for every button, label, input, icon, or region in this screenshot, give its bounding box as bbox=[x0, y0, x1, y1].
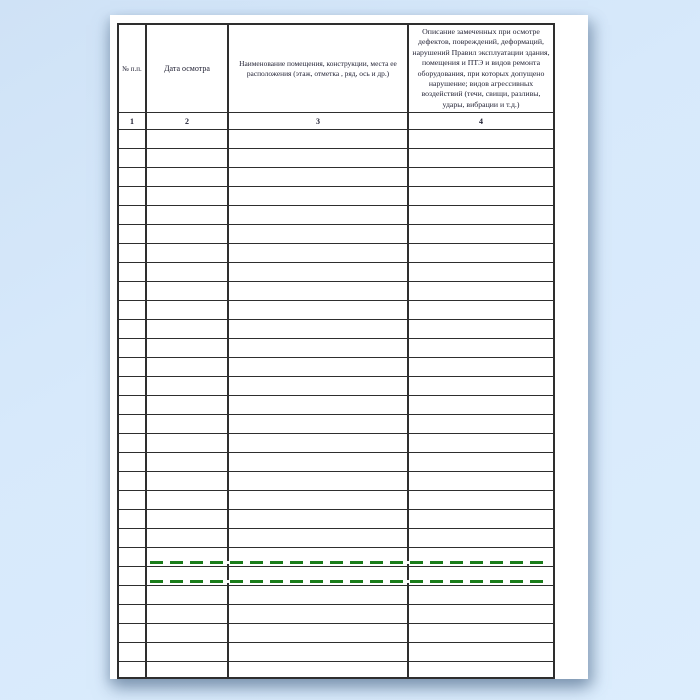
table-row bbox=[118, 282, 554, 301]
column-number-4: 4 bbox=[408, 113, 554, 130]
column-number-3: 3 bbox=[228, 113, 408, 130]
empty-cell bbox=[146, 605, 228, 624]
empty-cell bbox=[146, 434, 228, 453]
empty-cell bbox=[228, 320, 408, 339]
table-row bbox=[118, 605, 554, 624]
table-row bbox=[118, 662, 554, 678]
empty-cell bbox=[408, 263, 554, 282]
table-row bbox=[118, 434, 554, 453]
table-row bbox=[118, 415, 554, 434]
empty-cell bbox=[228, 396, 408, 415]
column-header-defects-description: Описание замеченных при осмотре дефектов, повреждений, деформаций, нарушений Правил эксплуатации здания, помещения и ПТЭ и видов ремонта оборудования, при которых допущено нарушение; видов агрессивных воздействий (течи, свищи, разливы, удары, вибрации и т.д.) bbox=[408, 24, 554, 113]
empty-cell bbox=[408, 605, 554, 624]
empty-cell bbox=[118, 567, 146, 586]
empty-cell bbox=[118, 529, 146, 548]
empty-cell bbox=[408, 472, 554, 491]
table-row bbox=[118, 130, 554, 149]
empty-cell bbox=[118, 244, 146, 263]
empty-cell bbox=[118, 605, 146, 624]
empty-cell bbox=[228, 415, 408, 434]
table-row bbox=[118, 187, 554, 206]
empty-cell bbox=[228, 339, 408, 358]
empty-cell bbox=[146, 149, 228, 168]
empty-cell bbox=[408, 643, 554, 662]
empty-cell bbox=[118, 624, 146, 643]
empty-cell bbox=[228, 377, 408, 396]
empty-cell bbox=[408, 244, 554, 263]
column-number-1: 1 bbox=[118, 113, 146, 130]
empty-cell bbox=[118, 130, 146, 149]
empty-cell bbox=[408, 491, 554, 510]
empty-cell bbox=[146, 301, 228, 320]
empty-cell bbox=[118, 415, 146, 434]
document-page bbox=[110, 15, 588, 679]
empty-cell bbox=[118, 320, 146, 339]
empty-cell bbox=[146, 130, 228, 149]
table-row bbox=[118, 529, 554, 548]
empty-cell bbox=[408, 396, 554, 415]
empty-cell bbox=[228, 168, 408, 187]
table-row bbox=[118, 206, 554, 225]
empty-cell bbox=[408, 320, 554, 339]
empty-cell bbox=[118, 358, 146, 377]
empty-cell bbox=[146, 244, 228, 263]
empty-cell bbox=[408, 529, 554, 548]
empty-cell bbox=[228, 206, 408, 225]
green-dashed-mark-1 bbox=[150, 561, 547, 564]
empty-cell bbox=[146, 168, 228, 187]
empty-cell bbox=[146, 206, 228, 225]
empty-cell bbox=[146, 662, 228, 678]
empty-cell bbox=[146, 396, 228, 415]
empty-cell bbox=[228, 453, 408, 472]
table-row bbox=[118, 339, 554, 358]
empty-cell bbox=[118, 377, 146, 396]
empty-cell bbox=[146, 586, 228, 605]
table-row bbox=[118, 491, 554, 510]
empty-cell bbox=[408, 358, 554, 377]
empty-cell bbox=[228, 472, 408, 491]
table-row bbox=[118, 396, 554, 415]
empty-cell bbox=[408, 624, 554, 643]
empty-cell bbox=[228, 510, 408, 529]
empty-cell bbox=[118, 453, 146, 472]
empty-cell bbox=[118, 282, 146, 301]
empty-cell bbox=[146, 510, 228, 529]
empty-cell bbox=[118, 548, 146, 567]
empty-cell bbox=[408, 662, 554, 678]
table-row bbox=[118, 244, 554, 263]
empty-cell bbox=[228, 358, 408, 377]
table-row bbox=[118, 149, 554, 168]
table-row bbox=[118, 168, 554, 187]
empty-cell bbox=[228, 263, 408, 282]
empty-cell bbox=[146, 187, 228, 206]
empty-cell bbox=[228, 187, 408, 206]
table-row bbox=[118, 472, 554, 491]
column-header-premises-name: Наименование помещения, конструкции, места ее расположения (этаж, отметка , ряд, ось и др.) bbox=[228, 24, 408, 113]
empty-cell bbox=[228, 643, 408, 662]
empty-cell bbox=[118, 149, 146, 168]
empty-cell bbox=[228, 282, 408, 301]
table-row bbox=[118, 301, 554, 320]
table-row bbox=[118, 263, 554, 282]
empty-cell bbox=[146, 472, 228, 491]
empty-cell bbox=[118, 586, 146, 605]
empty-cell bbox=[228, 491, 408, 510]
empty-cell bbox=[408, 415, 554, 434]
empty-cell bbox=[408, 434, 554, 453]
empty-cell bbox=[146, 320, 228, 339]
empty-cell bbox=[228, 130, 408, 149]
empty-cell bbox=[408, 206, 554, 225]
empty-cell bbox=[228, 624, 408, 643]
column-header-inspection-date: Дата осмотра bbox=[146, 24, 228, 113]
table-row bbox=[118, 320, 554, 339]
table-row bbox=[118, 586, 554, 605]
empty-cell bbox=[408, 339, 554, 358]
empty-cell bbox=[118, 263, 146, 282]
empty-cell bbox=[118, 396, 146, 415]
empty-cell bbox=[146, 491, 228, 510]
table-row bbox=[118, 225, 554, 244]
empty-cell bbox=[408, 453, 554, 472]
empty-cell bbox=[408, 301, 554, 320]
empty-cell bbox=[146, 529, 228, 548]
empty-cell bbox=[408, 282, 554, 301]
empty-cell bbox=[228, 225, 408, 244]
empty-cell bbox=[118, 662, 146, 678]
empty-cell bbox=[408, 149, 554, 168]
empty-cell bbox=[118, 491, 146, 510]
empty-cell bbox=[408, 130, 554, 149]
empty-cell bbox=[146, 377, 228, 396]
empty-cell bbox=[118, 472, 146, 491]
empty-cell bbox=[146, 643, 228, 662]
empty-cell bbox=[146, 453, 228, 472]
column-number-2: 2 bbox=[146, 113, 228, 130]
table-row bbox=[118, 643, 554, 662]
table-header-row bbox=[118, 24, 554, 113]
empty-cell bbox=[146, 358, 228, 377]
table-row bbox=[118, 624, 554, 643]
empty-cell bbox=[146, 263, 228, 282]
empty-cell bbox=[228, 244, 408, 263]
empty-cell bbox=[146, 225, 228, 244]
table-row bbox=[118, 510, 554, 529]
empty-cell bbox=[228, 662, 408, 678]
empty-cell bbox=[408, 377, 554, 396]
empty-cell bbox=[228, 605, 408, 624]
empty-cell bbox=[118, 206, 146, 225]
table-row bbox=[118, 358, 554, 377]
empty-cell bbox=[118, 339, 146, 358]
empty-cell bbox=[146, 415, 228, 434]
column-numbering-row bbox=[118, 113, 554, 130]
empty-cell bbox=[228, 301, 408, 320]
table-row bbox=[118, 377, 554, 396]
empty-cell bbox=[146, 624, 228, 643]
empty-cell bbox=[146, 282, 228, 301]
empty-cell bbox=[408, 225, 554, 244]
green-dashed-mark-2 bbox=[150, 580, 547, 583]
empty-cell bbox=[118, 168, 146, 187]
empty-cell bbox=[118, 510, 146, 529]
empty-cell bbox=[408, 187, 554, 206]
empty-cell bbox=[228, 434, 408, 453]
empty-cell bbox=[118, 434, 146, 453]
empty-cell bbox=[408, 510, 554, 529]
column-header-number: № п.п. bbox=[118, 24, 146, 113]
empty-cell bbox=[228, 529, 408, 548]
empty-cell bbox=[118, 187, 146, 206]
empty-cell bbox=[408, 168, 554, 187]
empty-cell bbox=[408, 586, 554, 605]
empty-cell bbox=[118, 643, 146, 662]
empty-cell bbox=[118, 301, 146, 320]
empty-cell bbox=[118, 225, 146, 244]
empty-cell bbox=[228, 586, 408, 605]
empty-cell bbox=[146, 339, 228, 358]
empty-cell bbox=[228, 149, 408, 168]
table-row bbox=[118, 453, 554, 472]
